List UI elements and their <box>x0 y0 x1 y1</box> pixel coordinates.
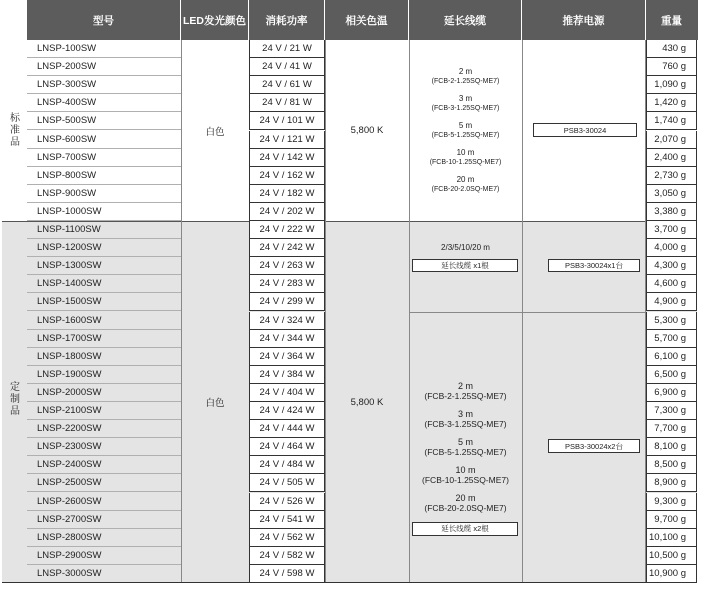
std-model-4: LNSP-500SW <box>27 112 181 130</box>
std-weight-7: 2,730 g <box>646 167 697 185</box>
header-color-temp: 相关色温 <box>325 0 409 40</box>
std-weight-8: 3,050 g <box>646 185 697 203</box>
std-cable-list-item-3 <box>430 148 502 167</box>
cus-weight-5: 5,300 g <box>646 312 697 330</box>
cable-part-number: (FCB-5-1.25SQ-ME7) <box>431 132 500 139</box>
cus-model-9: LNSP-2000SW <box>27 384 181 402</box>
cus-model-6: LNSP-1700SW <box>27 330 181 348</box>
cable-part-number: (FCB-10-1.25SQ-ME7) <box>422 475 509 486</box>
cus-weight-18: 10,500 g <box>646 547 697 565</box>
cus-a-cable-note: 延长线缆 x1根 <box>412 259 518 272</box>
cus-weight-10: 7,300 g <box>646 402 697 420</box>
cus-model-7: LNSP-1800SW <box>27 348 181 366</box>
cus-power-11: 24 V / 444 W <box>249 420 325 438</box>
std-weight-2: 1,090 g <box>646 76 697 94</box>
cus-power-17: 24 V / 562 W <box>249 529 325 547</box>
std-weight-3: 1,420 g <box>646 94 697 112</box>
std-power-1: 24 V / 41 W <box>249 58 325 76</box>
std-weight-5: 2,070 g <box>646 131 697 149</box>
cus-power-3: 24 V / 283 W <box>249 275 325 293</box>
cus-weight-12: 8,100 g <box>646 438 697 456</box>
cable-length: 3 m <box>457 409 473 420</box>
cus-model-8: LNSP-1900SW <box>27 366 181 384</box>
header-power: 消耗功率 <box>249 0 325 40</box>
cus-power-18: 24 V / 582 W <box>249 547 325 565</box>
cus-model-14: LNSP-2500SW <box>27 474 181 492</box>
cus-model-15: LNSP-2600SW <box>27 493 181 511</box>
header-led-color: LED发光颜色 <box>181 0 249 40</box>
cus-a-cable-lengths: 2/3/5/10/20 m <box>441 242 490 252</box>
cus-power-10: 24 V / 424 W <box>249 402 325 420</box>
std-model-7: LNSP-800SW <box>27 167 181 185</box>
cus-model-5: LNSP-1600SW <box>27 312 181 330</box>
cus-led-color: 白色 <box>205 398 225 409</box>
std-power-6: 24 V / 142 W <box>249 149 325 167</box>
cable-part-number: (FCB-5-1.25SQ-ME7) <box>424 447 507 458</box>
cus-b-cable-list <box>409 352 522 544</box>
cus-weight-11: 7,700 g <box>646 420 697 438</box>
cus-power-12: 24 V / 464 W <box>249 438 325 456</box>
cus-power-5: 24 V / 324 W <box>249 312 325 330</box>
cable-part-number: (FCB-2-1.25SQ-ME7) <box>424 391 507 402</box>
std-weight-1: 760 g <box>646 58 697 76</box>
cus-power-19: 24 V / 598 W <box>249 565 325 583</box>
cus-model-10: LNSP-2100SW <box>27 402 181 420</box>
std-model-0: LNSP-100SW <box>27 40 181 58</box>
cus-power-9: 24 V / 404 W <box>249 384 325 402</box>
std-power-3: 24 V / 81 W <box>249 94 325 112</box>
std-power-7: 24 V / 162 W <box>249 167 325 185</box>
cus-model-4: LNSP-1500SW <box>27 293 181 311</box>
standard-group-label: 标准品 <box>10 112 20 148</box>
std-power-4: 24 V / 101 W <box>249 112 325 130</box>
cus-cable-split <box>409 312 646 313</box>
cus-power-1: 24 V / 242 W <box>249 239 325 257</box>
cus-b-cable-list-item-0 <box>424 381 506 401</box>
cable-part-number: (FCB-2-1.25SQ-ME7) <box>431 78 500 85</box>
cus-model-1: LNSP-1200SW <box>27 239 181 257</box>
cus-power-15: 24 V / 526 W <box>249 493 325 511</box>
header-model: 型号 <box>27 0 181 40</box>
custom-group-label: 定制品 <box>10 382 20 417</box>
cus-weight-15: 9,300 g <box>646 493 697 511</box>
std-weight-4: 1,740 g <box>646 112 697 130</box>
cable-part-number: (FCB-10-1.25SQ-ME7) <box>429 159 502 166</box>
cus-model-12: LNSP-2300SW <box>27 438 181 456</box>
cus-model-18: LNSP-2900SW <box>27 547 181 565</box>
std-model-1: LNSP-200SW <box>27 58 181 76</box>
cus-weight-19: 10,900 g <box>646 565 697 583</box>
cable-part-number: (FCB-3-1.25SQ-ME7) <box>424 419 507 430</box>
cus-b-power-supply: PSB3-30024x2台 <box>548 439 640 453</box>
cable-length: 2 m <box>458 67 473 76</box>
cable-length: 20 m <box>455 493 476 504</box>
std-model-9: LNSP-1000SW <box>27 203 181 221</box>
cus-weight-9: 6,900 g <box>646 384 697 402</box>
cus-weight-4: 4,900 g <box>646 293 697 311</box>
cus-power-2: 24 V / 263 W <box>249 257 325 275</box>
cus-model-0: LNSP-1100SW <box>27 221 181 239</box>
std-power-supply: PSB3-30024 <box>533 123 637 137</box>
cus-b-cable-list-item-4 <box>424 493 506 513</box>
std-cable-list-item-0 <box>432 67 500 86</box>
cable-part-number: (FCB-20-2.0SQ-ME7) <box>431 186 500 193</box>
cable-length: 3 m <box>458 94 473 103</box>
cus-power-0: 24 V / 222 W <box>249 221 325 239</box>
cable-length: 5 m <box>458 121 473 130</box>
cus-weight-6: 5,700 g <box>646 330 697 348</box>
cus-weight-16: 9,700 g <box>646 511 697 529</box>
cus-power-6: 24 V / 344 W <box>249 330 325 348</box>
cus-power-16: 24 V / 541 W <box>249 511 325 529</box>
std-cable-list-item-1 <box>432 94 500 113</box>
cable-length: 10 m <box>455 465 476 476</box>
cus-weight-13: 8,500 g <box>646 456 697 474</box>
cus-weight-7: 6,100 g <box>646 348 697 366</box>
std-power-9: 24 V / 202 W <box>249 203 325 221</box>
cus-model-16: LNSP-2700SW <box>27 511 181 529</box>
std-model-2: LNSP-300SW <box>27 76 181 94</box>
std-model-8: LNSP-900SW <box>27 185 181 203</box>
cus-weight-3: 4,600 g <box>646 275 697 293</box>
std-cable-list-item-2 <box>432 121 500 140</box>
cus-weight-14: 8,900 g <box>646 474 697 492</box>
cable-length: 5 m <box>457 437 473 448</box>
std-model-6: LNSP-700SW <box>27 149 181 167</box>
cus-model-17: LNSP-2800SW <box>27 529 181 547</box>
cable-part-number: (FCB-20-2.0SQ-ME7) <box>424 503 507 514</box>
cus-power-8: 24 V / 384 W <box>249 366 325 384</box>
cus-power-14: 24 V / 505 W <box>249 474 325 492</box>
header-cable: 延长线缆 <box>409 0 522 40</box>
cus-power-7: 24 V / 364 W <box>249 348 325 366</box>
std-color-temp: 5,800 K <box>350 125 384 136</box>
std-weight-6: 2,400 g <box>646 149 697 167</box>
std-weight-9: 3,380 g <box>646 203 697 221</box>
cus-model-13: LNSP-2400SW <box>27 456 181 474</box>
cable-length: 20 m <box>456 175 475 184</box>
cus-power-13: 24 V / 484 W <box>249 456 325 474</box>
cus-weight-0: 3,700 g <box>646 221 697 239</box>
std-power-5: 24 V / 121 W <box>249 131 325 149</box>
cus-a-power-supply: PSB3-30024x1台 <box>548 259 640 272</box>
header-power-supply: 推荐电源 <box>522 0 646 40</box>
cus-model-2: LNSP-1300SW <box>27 257 181 275</box>
cus-power-4: 24 V / 299 W <box>249 293 325 311</box>
cable-part-number: (FCB-3-1.25SQ-ME7) <box>431 105 500 112</box>
std-led-color: 白色 <box>205 126 225 138</box>
cus-b-cable-list-item-3 <box>422 465 509 485</box>
cus-weight-1: 4,000 g <box>646 239 697 257</box>
std-cable-list-item-4 <box>432 175 500 194</box>
cus-model-11: LNSP-2200SW <box>27 420 181 438</box>
cus-b-cable-note: 延长线缆 x2根 <box>412 522 518 536</box>
cus-color-temp: 5,800 K <box>350 396 384 408</box>
cus-b-cable-list-item-2 <box>424 437 506 457</box>
cus-model-3: LNSP-1400SW <box>27 275 181 293</box>
std-power-8: 24 V / 182 W <box>249 185 325 203</box>
std-power-0: 24 V / 21 W <box>249 40 325 58</box>
cus-weight-8: 6,500 g <box>646 366 697 384</box>
cus-b-cable-list-item-1 <box>424 409 506 429</box>
cable-length: 10 m <box>456 148 475 157</box>
cus-model-19: LNSP-3000SW <box>27 565 181 583</box>
cable-length: 2 m <box>457 381 473 392</box>
std-cable-list <box>409 40 522 221</box>
cus-weight-2: 4,300 g <box>646 257 697 275</box>
std-model-3: LNSP-400SW <box>27 94 181 112</box>
std-model-5: LNSP-600SW <box>27 131 181 149</box>
cus-weight-17: 10,100 g <box>646 529 697 547</box>
table-bottom-rule <box>2 582 697 583</box>
header-weight: 重量 <box>646 0 697 40</box>
std-power-2: 24 V / 61 W <box>249 76 325 94</box>
std-weight-0: 430 g <box>646 40 697 58</box>
